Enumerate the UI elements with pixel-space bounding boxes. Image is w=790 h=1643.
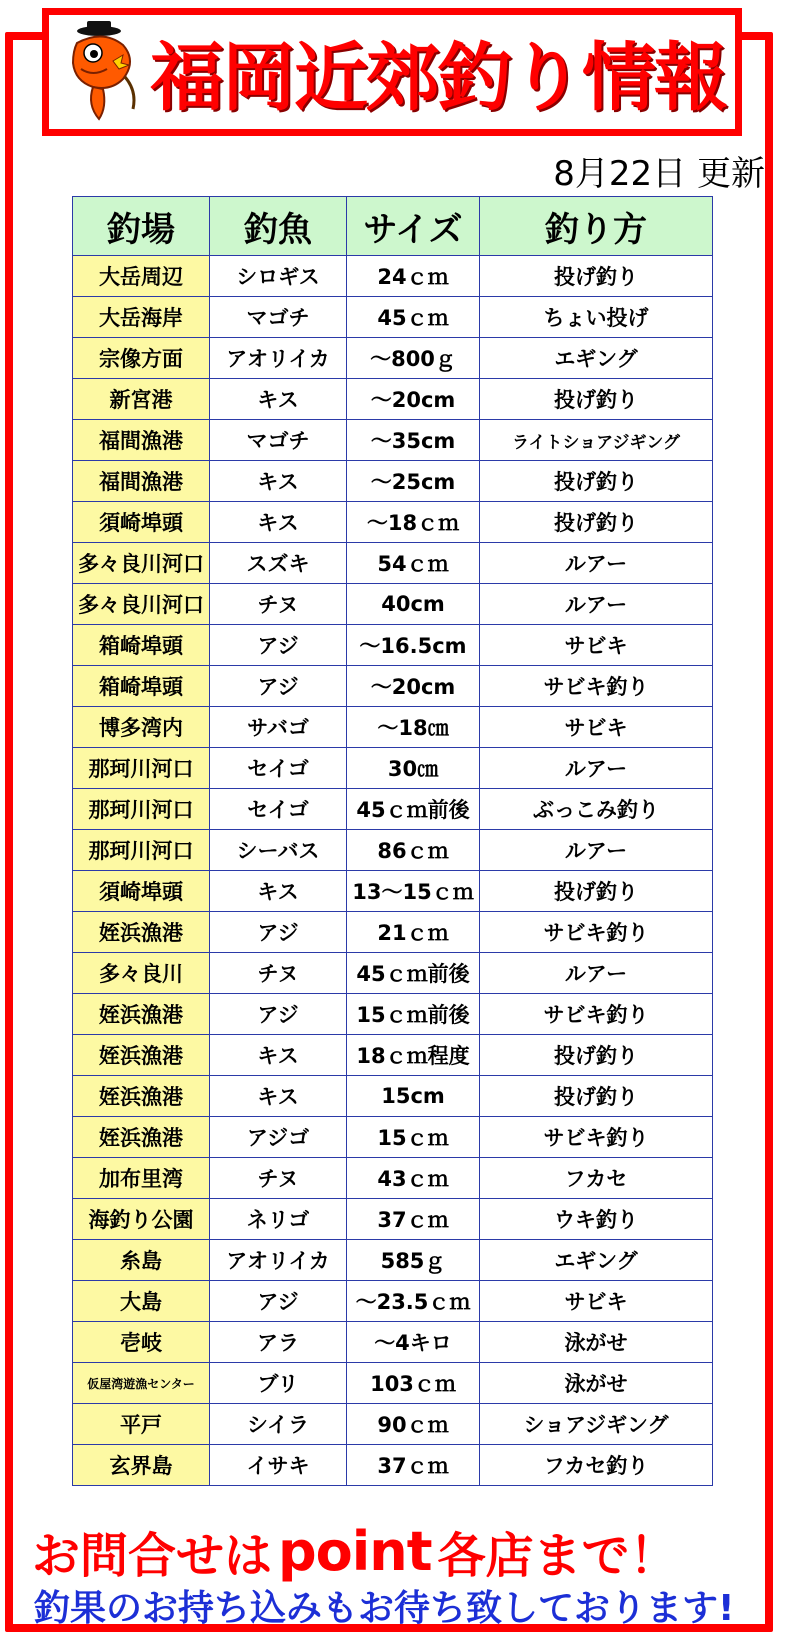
spot-cell: 須崎埠頭 (73, 502, 210, 543)
table-row (73, 1240, 713, 1281)
spot-cell: 仮屋湾遊漁センター (73, 1363, 210, 1404)
contact-line (32, 1519, 772, 1584)
spot-cell: 新宮港 (73, 379, 210, 420)
method-cell: 泳がせ (480, 1363, 713, 1404)
contact-suffix: 各店まで！ (437, 1527, 678, 1584)
spot-cell: 壱岐 (73, 1322, 210, 1363)
spot-cell: 姪浜漁港 (73, 1035, 210, 1076)
method-cell: ライトショアジギング (480, 420, 713, 461)
table-row (73, 543, 713, 584)
method-cell: 投げ釣り (480, 871, 713, 912)
welcome-message: 釣果のお持ち込みもお待ち致しております! (34, 1588, 735, 1629)
spot-cell: 大岳周辺 (73, 256, 210, 297)
title-banner-inner (49, 15, 735, 129)
fish-cell: マゴチ (210, 297, 347, 338)
table-row (73, 666, 713, 707)
spot-cell: 加布里湾 (73, 1158, 210, 1199)
method-cell: ショアジギング (480, 1404, 713, 1445)
fish-cell: イサキ (210, 1445, 347, 1486)
spot-cell: 福間漁港 (73, 461, 210, 502)
method-cell: 投げ釣り (480, 379, 713, 420)
size-cell: 43ｃｍ (347, 1158, 480, 1199)
fish-cell: アジ (210, 994, 347, 1035)
size-cell: 21ｃｍ (347, 912, 480, 953)
fishing-report-table (72, 196, 713, 1486)
fish-cell: キス (210, 1076, 347, 1117)
table-row (73, 1158, 713, 1199)
table-row (73, 912, 713, 953)
table-row (73, 994, 713, 1035)
size-cell: ～4キロ (347, 1322, 480, 1363)
table-row (73, 461, 713, 502)
table-row (73, 297, 713, 338)
fish-cell: アジゴ (210, 1117, 347, 1158)
table-row (73, 420, 713, 461)
table-row (73, 1322, 713, 1363)
size-cell: 13～15ｃｍ (347, 871, 480, 912)
table-row (73, 1199, 713, 1240)
table-row (73, 1404, 713, 1445)
fish-cell: セイゴ (210, 789, 347, 830)
table-row (73, 830, 713, 871)
spot-cell: 姪浜漁港 (73, 1076, 210, 1117)
method-cell: 泳がせ (480, 1322, 713, 1363)
page-title: 福岡近郊釣り情報 (150, 35, 726, 121)
method-cell: ちょい投げ (480, 297, 713, 338)
spot-cell: 博多湾内 (73, 707, 210, 748)
spot-cell: 那珂川河口 (73, 748, 210, 789)
size-cell: 18ｃｍ程度 (347, 1035, 480, 1076)
column-header-fish: 釣魚 (210, 197, 347, 256)
fish-cell: シロギス (210, 256, 347, 297)
spot-cell: 箱崎埠頭 (73, 666, 210, 707)
method-cell: サビキ釣り (480, 994, 713, 1035)
method-cell: ルアー (480, 543, 713, 584)
table-row (73, 1117, 713, 1158)
fish-cell: アジ (210, 1281, 347, 1322)
spot-cell: 多々良川 (73, 953, 210, 994)
size-cell: 24ｃｍ (347, 256, 480, 297)
point-logo: point (278, 1519, 432, 1583)
spot-cell: 玄界島 (73, 1445, 210, 1486)
table-row (73, 1281, 713, 1322)
fish-cell: キス (210, 871, 347, 912)
method-cell: 投げ釣り (480, 1035, 713, 1076)
fish-cell: シーバス (210, 830, 347, 871)
fish-cell: アジ (210, 625, 347, 666)
fish-cell: チヌ (210, 1158, 347, 1199)
table-row (73, 707, 713, 748)
method-cell: ルアー (480, 830, 713, 871)
spot-cell: 姪浜漁港 (73, 912, 210, 953)
table-header-row (73, 197, 713, 256)
size-cell: 45ｃｍ前後 (347, 789, 480, 830)
column-header-method: 釣り方 (480, 197, 713, 256)
table-row (73, 584, 713, 625)
spot-cell: 大岳海岸 (73, 297, 210, 338)
method-cell: ルアー (480, 748, 713, 789)
size-cell: 585ｇ (347, 1240, 480, 1281)
fish-mascot-icon (63, 21, 141, 121)
spot-cell: 姪浜漁港 (73, 994, 210, 1035)
table-row (73, 338, 713, 379)
size-cell: ～18ｃｍ (347, 502, 480, 543)
fish-cell: セイゴ (210, 748, 347, 789)
spot-cell: 海釣り公園 (73, 1199, 210, 1240)
table-body (73, 256, 713, 1486)
spot-cell: 須崎埠頭 (73, 871, 210, 912)
size-cell: ～16.5cm (347, 625, 480, 666)
method-cell: サビキ釣り (480, 666, 713, 707)
method-cell: サビキ (480, 625, 713, 666)
fish-cell: ブリ (210, 1363, 347, 1404)
fish-cell: ネリゴ (210, 1199, 347, 1240)
size-cell: 15ｃｍ前後 (347, 994, 480, 1035)
table-row (73, 871, 713, 912)
fish-cell: アジ (210, 666, 347, 707)
size-cell: 15cm (347, 1076, 480, 1117)
table-row (73, 748, 713, 789)
spot-cell: 那珂川河口 (73, 830, 210, 871)
fish-cell: アオリイカ (210, 338, 347, 379)
size-cell: 15ｃｍ (347, 1117, 480, 1158)
size-cell: 37ｃｍ (347, 1199, 480, 1240)
table-row (73, 1445, 713, 1486)
spot-cell: 箱崎埠頭 (73, 625, 210, 666)
fish-cell: チヌ (210, 584, 347, 625)
method-cell: 投げ釣り (480, 1076, 713, 1117)
table-row (73, 502, 713, 543)
table-row (73, 1076, 713, 1117)
size-cell: ～20cm (347, 379, 480, 420)
size-cell: 30㎝ (347, 748, 480, 789)
method-cell: サビキ釣り (480, 912, 713, 953)
size-cell: ～35cm (347, 420, 480, 461)
fish-cell: キス (210, 461, 347, 502)
fish-cell: シイラ (210, 1404, 347, 1445)
fish-cell: サバゴ (210, 707, 347, 748)
method-cell: ルアー (480, 953, 713, 994)
fish-cell: キス (210, 379, 347, 420)
table-row (73, 789, 713, 830)
table-row (73, 625, 713, 666)
size-cell: ～23.5ｃｍ (347, 1281, 480, 1322)
spot-cell: 宗像方面 (73, 338, 210, 379)
spot-cell: 姪浜漁港 (73, 1117, 210, 1158)
size-cell: 86ｃｍ (347, 830, 480, 871)
method-cell: フカセ (480, 1158, 713, 1199)
size-cell: ～800ｇ (347, 338, 480, 379)
table-row (73, 256, 713, 297)
spot-cell: 那珂川河口 (73, 789, 210, 830)
method-cell: エギング (480, 338, 713, 379)
method-cell: ルアー (480, 584, 713, 625)
method-cell: サビキ (480, 707, 713, 748)
update-date: 8月22日 更新 (553, 154, 765, 194)
fish-cell: マゴチ (210, 420, 347, 461)
contact-prefix: お問合せは (32, 1527, 273, 1584)
spot-cell: 福間漁港 (73, 420, 210, 461)
spot-cell: 多々良川河口 (73, 543, 210, 584)
size-cell: 90ｃｍ (347, 1404, 480, 1445)
method-cell: 投げ釣り (480, 256, 713, 297)
size-cell: ～20cm (347, 666, 480, 707)
fish-cell: アオリイカ (210, 1240, 347, 1281)
title-banner (42, 8, 742, 136)
size-cell: 37ｃｍ (347, 1445, 480, 1486)
method-cell: ウキ釣り (480, 1199, 713, 1240)
spot-cell: 平戸 (73, 1404, 210, 1445)
fish-cell: チヌ (210, 953, 347, 994)
table-row (73, 1363, 713, 1404)
spot-cell: 大島 (73, 1281, 210, 1322)
method-cell: 投げ釣り (480, 461, 713, 502)
fish-cell: スズキ (210, 543, 347, 584)
column-header-size: サイズ (347, 197, 480, 256)
fish-cell: キス (210, 1035, 347, 1076)
column-header-spot: 釣場 (73, 197, 210, 256)
spot-cell: 糸島 (73, 1240, 210, 1281)
method-cell: フカセ釣り (480, 1445, 713, 1486)
fish-cell: アラ (210, 1322, 347, 1363)
method-cell: 投げ釣り (480, 502, 713, 543)
fish-cell: アジ (210, 912, 347, 953)
method-cell: エギング (480, 1240, 713, 1281)
size-cell: ～18㎝ (347, 707, 480, 748)
method-cell: サビキ釣り (480, 1117, 713, 1158)
size-cell: 54ｃｍ (347, 543, 480, 584)
size-cell: 40cm (347, 584, 480, 625)
size-cell: 45ｃｍ前後 (347, 953, 480, 994)
size-cell: ～25cm (347, 461, 480, 502)
method-cell: サビキ (480, 1281, 713, 1322)
size-cell: 45ｃｍ (347, 297, 480, 338)
spot-cell: 多々良川河口 (73, 584, 210, 625)
size-cell: 103ｃｍ (347, 1363, 480, 1404)
table-row (73, 1035, 713, 1076)
method-cell: ぶっこみ釣り (480, 789, 713, 830)
table-row (73, 953, 713, 994)
table-row (73, 379, 713, 420)
fish-cell: キス (210, 502, 347, 543)
